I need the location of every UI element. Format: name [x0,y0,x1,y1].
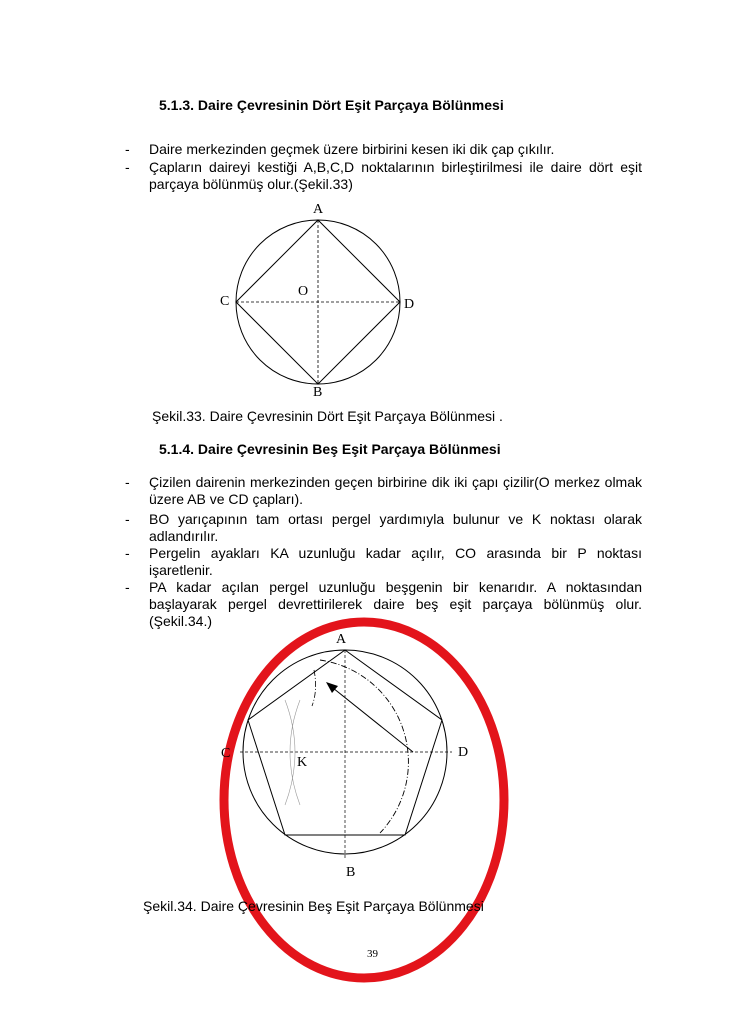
point-label-a: A [336,632,347,647]
bullet-item: Daire merkezinden geçmek üzere birbirini kesen iki dik çap çıkılır. [149,141,555,157]
point-label-k: K [297,755,308,770]
bullet-item: Çizilen dairenin merkezinden geçen birbirine dik iki çapı çizilir(O merkez olmak üzere AB ve CD çapları). [149,474,642,507]
figure-caption-33: Şekil.33. Daire Çevresinin Dört Eşit Parçaya Bölünmesi . [152,408,503,424]
arrow-head [326,682,338,693]
red-annotation-ellipse [224,622,504,978]
bullet-dash: - [125,159,130,175]
point-label-b: B [346,865,356,880]
bullet-item: PA kadar açılan pergel uzunluğu beşgenin bir kenarıdır. A noktasından başlayarak pergel devrettirilerek daire beş eşit parçaya bölünmüş olur.(Şekil.34.) [149,579,642,629]
construction-arc-small [312,670,316,706]
point-label-b: B [313,385,323,400]
point-label-d: D [458,745,469,760]
point-label-d: D [404,297,415,312]
bullet-item: Çapların daireyi kestiği A,B,C,D noktalarının birleştirilmesi ile daire dört eşit parçaya bölünmüş olur.(Şekil.33) [149,159,642,192]
bullet-dash: - [125,141,130,157]
construction-line [328,684,413,752]
bullet-dash: - [125,579,130,595]
point-label-c: C [221,746,231,761]
bullet-dash: - [125,511,130,527]
bullet-item: BO yarıçapının tam ortası pergel yardımıyla bulunur ve K noktası olarak adlandırılır. [149,511,642,544]
point-label-a: A [313,202,324,217]
section-heading-1: 5.1.3. Daire Çevresinin Dört Eşit Parçaya Bölünmesi [159,97,504,113]
point-label-o: O [298,284,309,299]
bullet-dash: - [125,545,130,561]
point-label-c: C [220,294,230,309]
section-heading-2: 5.1.4. Daire Çevresinin Beş Eşit Parçaya Bölünmesi [159,441,501,457]
bullet-item: Pergelin ayakları KA uzunluğu kadar açılır, CO arasında bir P noktası işaretlenir. [149,545,642,578]
bullet-dash: - [125,474,130,490]
page-number: 39 [367,948,378,960]
figure-caption-34: Şekil.34. Daire Çevresinin Beş Eşit Parçaya Bölünmesi [143,898,484,914]
